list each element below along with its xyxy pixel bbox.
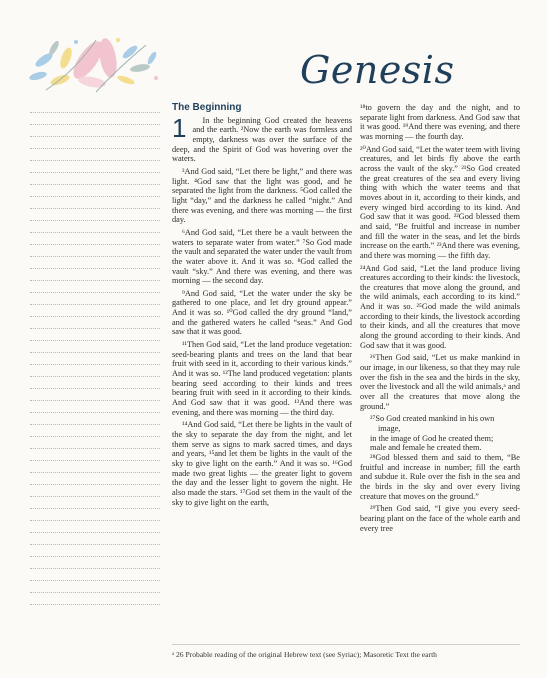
journal-line (30, 196, 160, 197)
verse-paragraph: ²⁴And God said, “Let the land produce living creatures according to their kinds: the livestock, the creatures that move along the ground, and the wild animals, each according to its kind.” And it was so. ²⁵God made the wild animals according to their kinds, the livestock according to their kinds, and all the creatures that move along the ground according to their kinds. And God saw that it was good. (360, 263, 520, 350)
poetry-line: ²⁷So God created mankind in his own (370, 414, 495, 424)
book-title: Genesis (300, 48, 455, 92)
verse-paragraph: ²⁸God blessed them and said to them, “Be fruitful and increase in number; fill the earth and subdue it. Rule over the fish in the sea and the birds in the sky and over every living creature that moves on the ground.” (360, 452, 520, 501)
journal-line (30, 448, 160, 449)
journal-line (30, 256, 160, 257)
journal-line (30, 376, 160, 377)
verse-paragraph: ³And God said, “Let there be light,” and there was light. ⁴God saw that the light was good, and he separated the light from the darkness. ⁵God called the light “day,” and the darkness he called “night.” And there was evening, and there was morning — the first day. (172, 166, 352, 225)
journal-line (30, 160, 160, 161)
journal-line (30, 388, 160, 389)
journaling-lines (30, 112, 160, 622)
journal-line (30, 484, 160, 485)
journal-line (30, 220, 160, 221)
journal-line (30, 292, 160, 293)
journal-line (30, 148, 160, 149)
journal-line (30, 328, 160, 329)
poetry-line: male and female he created them. (370, 443, 482, 453)
journal-line (30, 424, 160, 425)
journal-line (30, 304, 160, 305)
journal-line (30, 604, 160, 605)
verse-paragraph: ²⁰And God said, “Let the water teem with living creatures, and let birds fly above the earth across the vault of the sky.” ²¹So God created the great creatures of the sea and every living thing with which the water teems and that moves about in it, according to their kinds, and every winged bird according to its kind. And God saw that it was good. ²²God blessed them and said, “Be fruitful and increase in number and fill the water in the seas, and let the birds increase on the earth.” ²³And there was evening, and there was morning — the fifth day. (360, 144, 520, 260)
journal-line (30, 316, 160, 317)
verse-paragraph: ¹¹Then God said, “Let the land produce vegetation: seed-bearing plants and trees on the land that bear fruit with seed in it, according to their various kinds.” And it was so. ¹²The land produced vegetation: plants bearing seed according to their kinds and trees bearing fruit with seed in it according to their kinds. And God saw that it was good. ¹³And there was evening, and there was morning — the third day. (172, 340, 352, 417)
journal-line (30, 568, 160, 569)
text-column-2 (360, 103, 520, 536)
journal-line (30, 436, 160, 437)
journal-line (30, 592, 160, 593)
journal-line (30, 496, 160, 497)
poetry-block (370, 414, 520, 453)
footnote-divider (172, 644, 520, 645)
journal-line (30, 532, 160, 533)
section-heading: The Beginning (172, 102, 242, 113)
journal-line (30, 544, 160, 545)
journal-line (30, 112, 160, 113)
text-column-1 (172, 103, 352, 510)
poetry-line: image, (378, 424, 401, 433)
journal-line (30, 280, 160, 281)
verse-paragraph: ⁹And God said, “Let the water under the sky be gathered to one place, and let dry ground appear.” And it was so. ¹⁰God called the dry ground “land,” and the gathered waters he called “seas.” And God saw that it was good. (172, 288, 352, 337)
journal-line (30, 460, 160, 461)
footnote: ᵃ 26 Probable reading of the original Hebrew text (see Syriac); Masoretic Text the earth (172, 650, 437, 659)
journal-line (30, 412, 160, 413)
journal-line (30, 508, 160, 509)
chapter-number: 1 (172, 112, 187, 143)
journal-line (30, 364, 160, 365)
journal-line (30, 208, 160, 209)
journal-line (30, 400, 160, 401)
journal-line (30, 472, 160, 473)
journal-line (30, 124, 160, 125)
verse-paragraph: ²⁶Then God said, “Let us make mankind in our image, in our likeness, so that they may rule over the fish in the sea and the birds in the sky, over the livestock and all the wild animals,ᵃ and over all the creatures that move along the ground.” (360, 353, 520, 411)
poetry-line: in the image of God he created them; (370, 433, 494, 443)
journal-line (30, 136, 160, 137)
journal-line (30, 172, 160, 173)
journal-line (30, 340, 160, 341)
journal-line (30, 268, 160, 269)
journal-line (30, 556, 160, 557)
journal-line (30, 580, 160, 581)
verse-paragraph: ⁶And God said, “Let there be a vault between the waters to separate water from water.” ⁷So God made the vault and separated the water under the vault from the water above it. And it was so. ⁸God called the vault “sky.” And there was evening, and there was morning — the second day. (172, 227, 352, 286)
verse-paragraph: ¹⁴And God said, “Let there be lights in the vault of the sky to separate the day from the night, and let them serve as signs to mark sacred times, and days and years, ¹⁵and let them be lights in the vault of the sky to give light on the earth.” And it was so. ¹⁶God made two great lights — the greater light to govern the day and the lesser light to govern the night. He also made the stars. ¹⁷God set them in the vault of the sky to give light on the earth, (172, 420, 352, 507)
verse-paragraph: ²⁹Then God said, “I give you every seed-bearing plant on the face of the whole earth and every tree (360, 504, 520, 533)
verse-paragraph: In the beginning God created the heavens and the earth. ²Now the earth was formless and empty, darkness was over the surface of the deep, and the Spirit of God was hovering over the waters. (172, 115, 352, 164)
verse-paragraph: ¹⁸to govern the day and the night, and to separate light from darkness. And God saw that it was good. ¹⁹And there was evening, and there was morning — the fourth day. (360, 103, 520, 141)
journal-line (30, 184, 160, 185)
journal-line (30, 520, 160, 521)
floral-decoration (26, 30, 166, 100)
journal-line (30, 232, 160, 233)
journal-line (30, 244, 160, 245)
journal-line (30, 352, 160, 353)
